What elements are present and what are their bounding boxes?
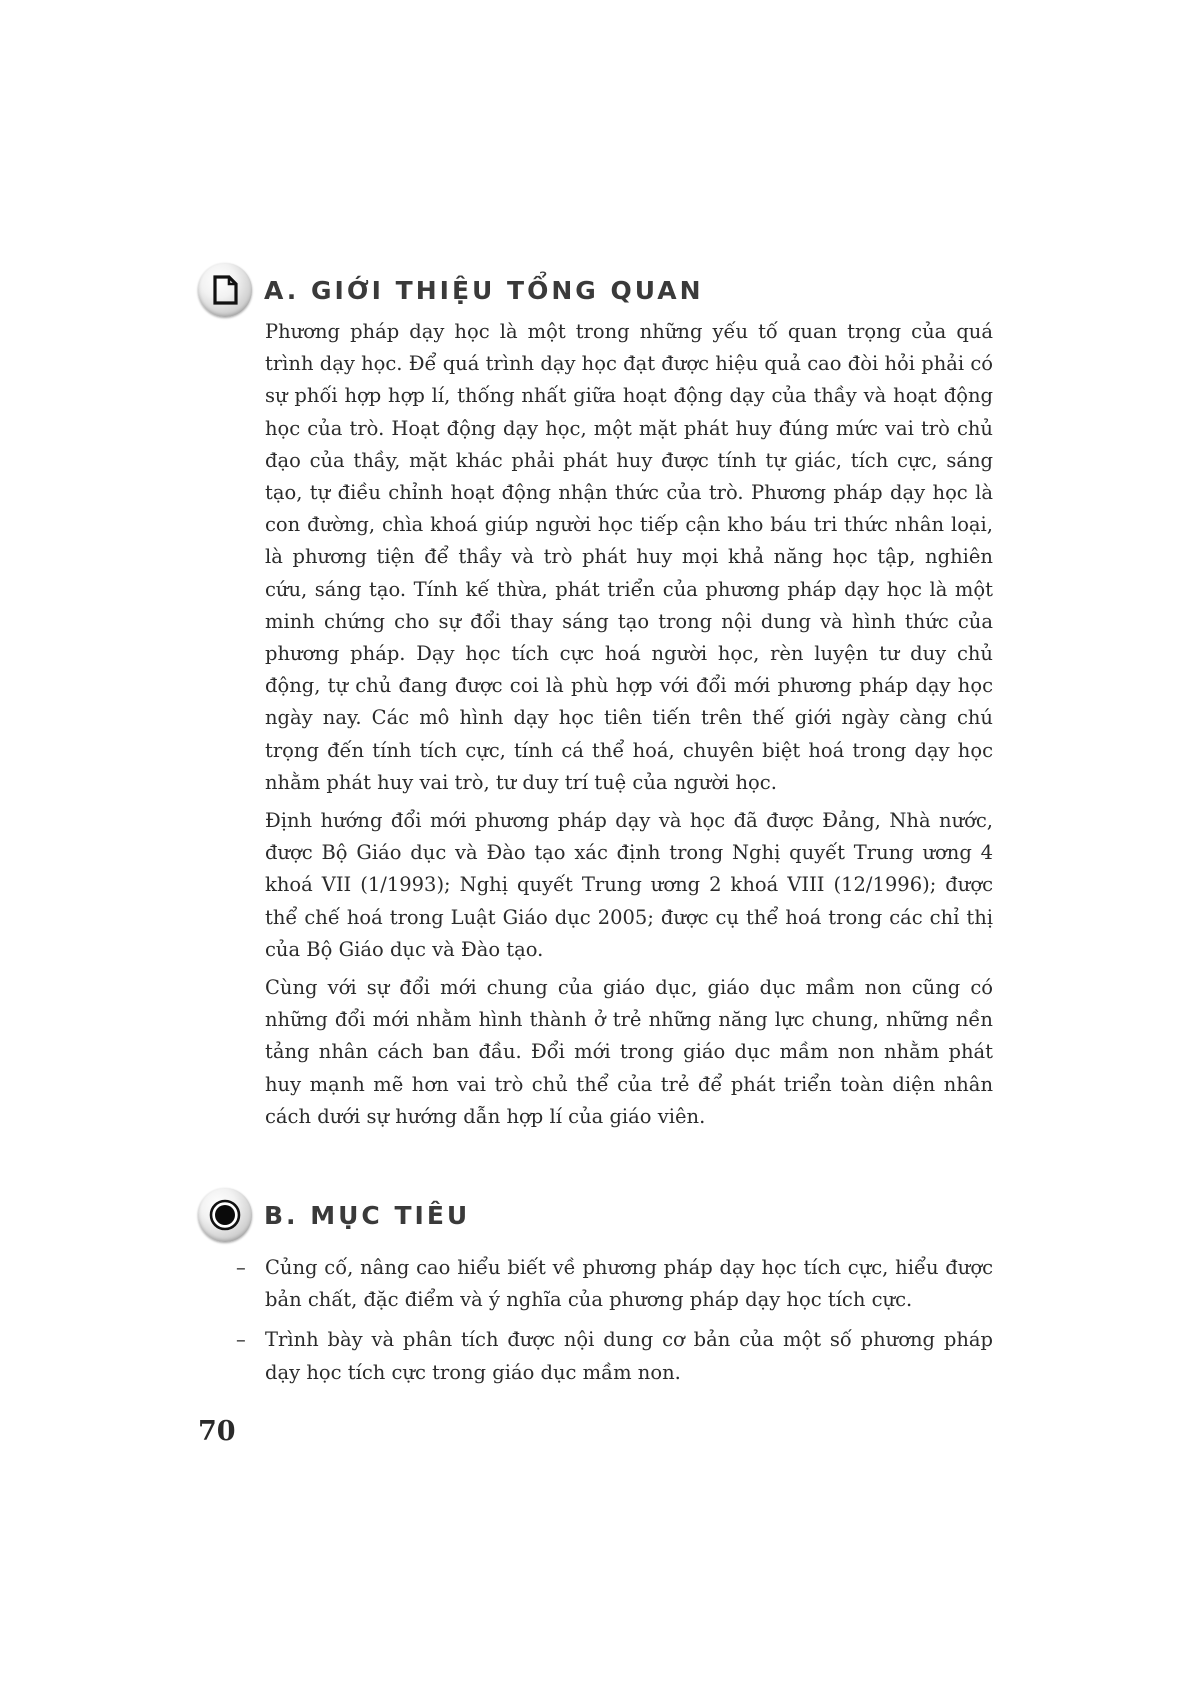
- target-icon: [198, 1188, 252, 1242]
- bullet-text: Củng cố, nâng cao hiểu biết về phương pháp dạy học tích cực, hiểu được bản chất, đặc điểm và ý nghĩa của phương pháp dạy học tích cực.: [265, 1256, 993, 1312]
- document-icon: [198, 263, 252, 317]
- section-a-paragraph-1: Phương pháp dạy học là một trong những yếu tố quan trọng của quá trình dạy học. Để quá trình dạy học đạt được hiệu quả cao đòi hỏi phải có sự phối hợp hợp lí, thống nhất giữa hoạt động dạy của thầy và hoạt động học của trò. Hoạt động dạy học, một mặt phát huy đúng mức vai trò chủ đạo của thầy, mặt khác phải phát huy được tính tự giác, tích cực, sáng tạo, tự điều chỉnh hoạt động nhận thức của trò. Phương pháp dạy học là con đường, chìa khoá giúp người học tiếp cận kho báu tri thức nhân loại, là phương tiện để thầy và trò phát huy mọi khả năng học tập, nghiên cứu, sáng tạo. Tính kế thừa, phát triển của phương pháp dạy học là một minh chứng cho sự đổi thay sáng tạo trong nội dung và hình thức của phương pháp. Dạy học tích cực hoá người học, rèn luyện tư duy chủ động, tự chủ đang được coi là phù hợp với đổi mới phương pháp dạy học ngày nay. Các mô hình dạy học tiên tiến trên thế giới ngày càng chú trọng đến tính tích cực, tính cá thể hoá, chuyên biệt hoá trong dạy học nhằm phát huy vai trò, tư duy trí tuệ của người học.: [265, 320, 993, 794]
- list-item: [236, 1252, 993, 1316]
- page-number: 70: [198, 1416, 236, 1447]
- section-a-paragraph-2: Định hướng đổi mới phương pháp dạy và học đã được Đảng, Nhà nước, được Bộ Giáo dục và Đào tạo xác định trong Nghị quyết Trung ương 4 khoá VII (1/1993); Nghị quyết Trung ương 2 khoá VIII (12/1996); được thể chế hoá trong Luật Giáo dục 2005; được cụ thể hoá trong các chỉ thị của Bộ Giáo dục và Đào tạo.: [265, 809, 993, 961]
- section-a-header: [198, 260, 704, 320]
- list-item: [236, 1324, 993, 1388]
- bullet-text: Trình bày và phân tích được nội dung cơ bản của một số phương pháp dạy học tích cực trong giáo dục mầm non.: [265, 1328, 993, 1384]
- section-a-paragraph-3: Cùng với sự đổi mới chung của giáo dục, giáo dục mầm non cũng có những đổi mới nhằm hình thành ở trẻ những năng lực chung, những nền tảng nhân cách ban đầu. Đổi mới trong giáo dục mầm non nhằm phát huy mạnh mẽ hơn vai trò chủ thể của trẻ để phát triển toàn diện nhân cách dưới sự hướng dẫn hợp lí của giáo viên.: [265, 976, 993, 1128]
- bullet-dash: –: [236, 1328, 246, 1352]
- section-b-title: B. MỤC TIÊU: [264, 1200, 471, 1230]
- section-b-objectives-list: [236, 1252, 993, 1397]
- section-b-header: [198, 1185, 470, 1245]
- section-a-body: [265, 316, 993, 1139]
- section-a-title: A. GIỚI THIỆU TỔNG QUAN: [264, 275, 704, 305]
- bullet-dash: –: [236, 1256, 246, 1279]
